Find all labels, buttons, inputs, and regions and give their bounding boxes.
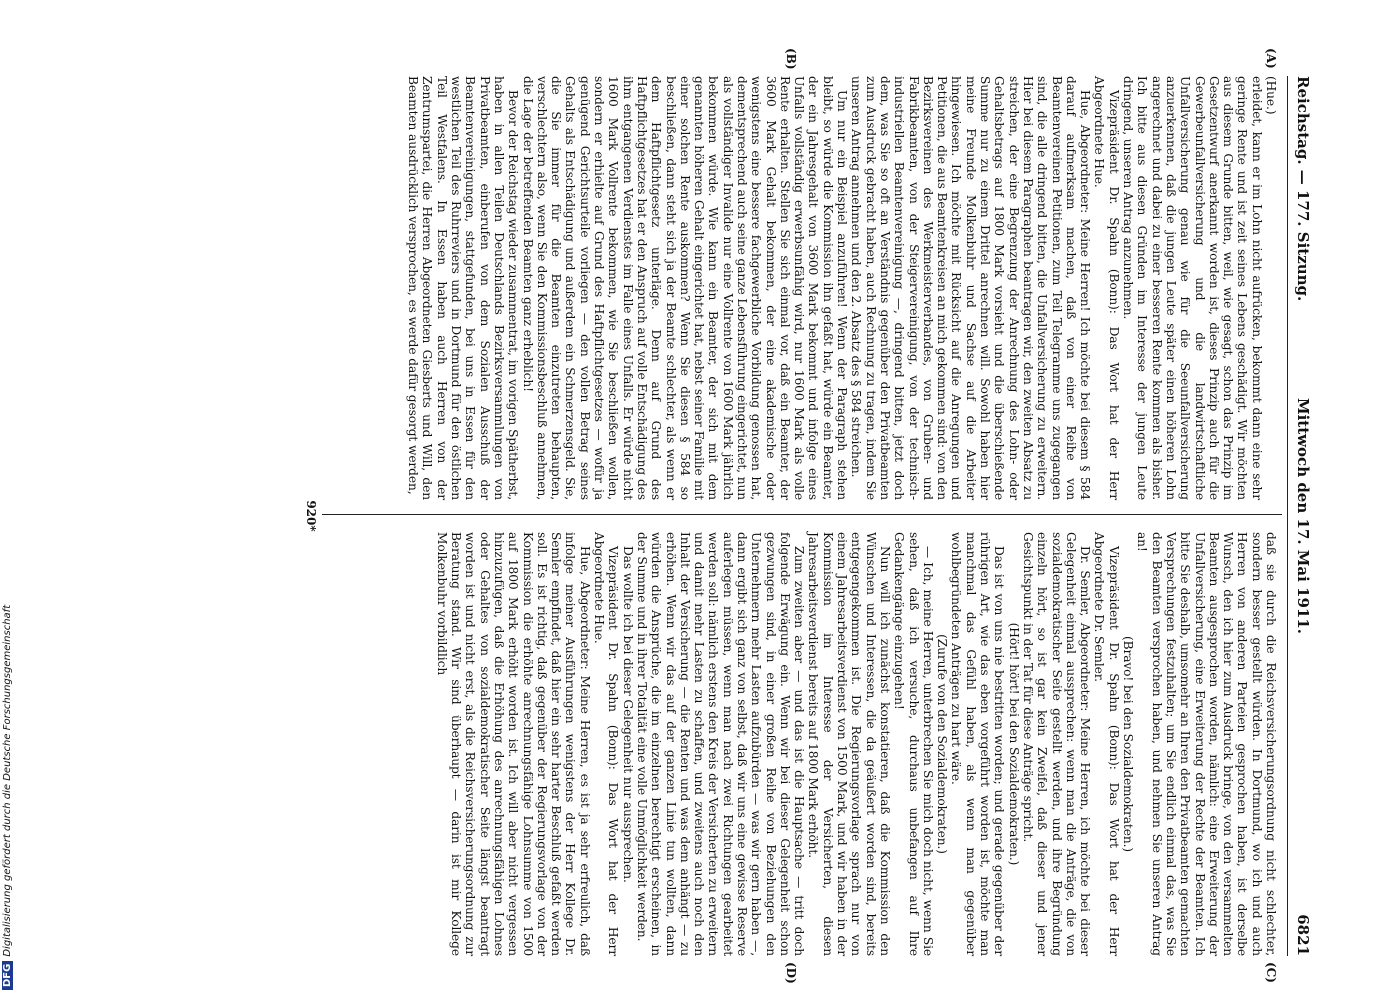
paragraph: Zum zweiten aber — und das ist die Hauptsache — tritt doch folgende Erwägung ein. Wenn wir bei dieser Gelegenheit schon gezwungen sind, in einer großen Reihe von Beziehungen den Unternehmern mehr Lasten aufzubürden — was wir gern haben —, dann ergibt sich ganz von selbst, daß wir uns eine gewisse Reserve auferlegen müssen, wenn man nach zwei Richtungen gearbeitet werden soll: nämlich erstens den Kreis der Versicherten zu erweitern und damit mehr Lasten zu schaffen, und zweitens auch noch den Inhalt der Versicherung — die Renten und was dem anhängt — zu erhöhen. Wenn wir das auf der ganzen Linie tun wollten, dann würden die Ansprüche, die im einzelnen berechtigt erscheinen, in der Summe und in ihrer Totalität eine volle Unmöglichkeit werden. [634,532,807,956]
header-page-number: 6821 [1294,914,1312,956]
left-column [406,76,1278,500]
header-date: Mittwoch den 17. Mai 1911. [1294,397,1312,635]
header-session: Reichstag. — 177. Sitzung. [1294,76,1312,302]
paragraph: — Ich, meine Herren, unterbrechen Sie mich doch nicht, wenn Sie sehen, daß ich versuche, durchaus unbefangen auf Ihre Gedankengänge einzugehen! [892,532,935,956]
margin-mark-a: (A) [1264,48,1278,69]
paragraph: Hue, Abgeordneter: Meine Herren! Ich möchte bei diesem § 584 darauf aufmerksam machen, daß von einer Reihe von Beamtenvereinen Petitionen, zum Teil Telegramme uns zugegangen sind, die alle dringend bitten, die Unfallversicherung zu erweitern. Hier bei diesem Paragraphen beantragen wir, den zweiten Absatz zu streichen, der eine Begrenzung der Anrechnung des Lohn- oder Gehaltsbetrags auf 1800 Mark vorsieht und die überschießende Summe nur zu einem Drittel anrechnen will. Sowohl haben hier meine Freunde Molkenbuhr und Sachse auf die Arbeiter hingewiesen. Ich möchte mit Rücksicht auf die Anregungen und Petitionen, die aus Beamtenkreisen an mich gekommen sind: von den Bezirksvereinen des Werkmeisterverbandes, von Gruben- und Fabrikbeamten, von der Steigervereinigung, von der technisch-industriellen Beamtenvereinigung —, dringend bitten, jetzt doch dem, was Sie so oft an Verständnis gegenüber den Privatbeamten zum Ausdruck gebracht haben, auch Rechnung zu tragen, indem Sie unseren Antrag annehmen und den 2. Absatz des § 584 streichen. [849,76,1093,500]
interjection: (Bravo! bei den Sozialdemokraten.) [1121,635,1136,853]
margin-mark-d: (D) [784,962,798,984]
page-footer-number: 920* [304,500,318,532]
margin-mark-c: (C) [1264,962,1278,983]
header-rule [1287,76,1288,956]
paragraph: Das wollte ich bei dieser Gelegenheit nur aussprechen. [620,546,635,883]
speaker-continuation: (Hue.) [1264,76,1278,115]
document-page [22,36,1318,996]
paragraph: erleidet, kann er im Lohn nicht aufrücken, bekommt dann eine sehr geringe Rente und ist zeit seines Lebens geschädigt. Wir möchten aus diesem Grunde bitten, weil, wie gesagt, schon das Prinzip im Gesetzentwurf anerkannt worden ist, dieses Prinzip auch für die Gewerbeunfallversicherung und die landwirtschaftliche Unfallversicherung genau wie für die Seeunfallversicherung anzuerkennen, daß die jungen Leute später einen höheren Lohn angerechnet und dabei zu einer besseren Rente kommen als bisher. Ich bitte aus diesen Gründen im Interesse der jungen Leute dringend, unseren Antrag anzunehmen. [1121,76,1264,500]
paragraph: Nun will ich zunächst konstatieren, daß die Kommission den Wünschen und Interessen, die da geäußert worden sind, bereits entgegengekommen ist. Die Regierungsvorlage sprach nur von einem Jahresarbeitsverdienst von 1500 Mark, und wir haben in der Kommission im Interesse der Versicherten, diesen Jahresarbeitsverdienst bereits auf 1800 Mark erhöht. [806,532,892,956]
paragraph: daß sie durch die Reichsversicherungsordnung nicht schlechter, sondern besser gestellt würden. In Dortmund, wo ich und auch Herren von anderen Parteien gesprochen haben, ist derselbe Wunsch, den ich hier zum Ausdruck bringe, von den versammelten Beamten ausgesprochen worden, nämlich: eine Erweiterung der Unfallversicherung, eine Erweiterung der Rechte der Beamten. Ich bitte Sie deshalb, umsomehr an Ihren den Privatbeamten gemachten Versprechungen festzuhalten; um Sie endlich einmal das, was Sie den Beamten versprochen haben, und nehmen Sie unseren Antrag an! [1135,532,1278,956]
credit-text: Digitalisierung gefördert durch die Deutsche Forschungsgemeinschaft [2,604,13,957]
interjection: (Zurufe von den Sozialdemokraten.) [935,634,950,854]
page-header [1286,76,1312,956]
margin-mark-b: (B) [784,48,798,70]
right-column [434,532,1278,956]
paragraph: Bevor der Reichstag wieder zusammentrat, im vorigen Spätherbst, haben in allen Teilen Deutschlands Bezirksversammlungen von Privatbeamten, einberufen von dem Sozialen Ausschuß der Beamtenvereinigungen, stattgefunden, bei uns in Essen für den westlichen Teil des Ruhrreviers und in Dortmund für den östlichen Teil Westfalens. In Essen haben auch Herren von der Zentrumspartei, die Herren Abgeordneten Giesberts und Will, den Beamten ausdrücklich versprochen, es werde dafür gesorgt werden, [406,76,521,500]
paragraph: Vizepräsident Dr. Spahn (Bonn): Das Wort hat der Herr Abgeordnete Hue. [592,532,621,956]
interjection: (Hört! hört! bei den Sozialdemokraten.) [1006,622,1021,866]
digitization-credit [2,600,22,990]
dfg-logo: DFG [2,961,13,990]
paragraph: Um nur ein Beispiel anzuführen! Wenn der Paragraph stehen bleibt, so würde die Kommission ihn gefaßt hat, würde ein Beamter, der ein Jahresgehalt von 3600 Mark bekommt und infolge eines Unfalls vollständig erwerbsunfähig wird, nur 1600 Mark als volle Rente erhalten. Stellen Sie sich einmal vor, daß ein Beamter, der 3600 Mark Gehalt bekommen, der eine akademische oder wenigstens eine bessere fachgewerbliche Vorbildung genossen hat, dementsprechend auch seine ganze Lebensführung eingerichtet, nun als vollständiger Invalide nur eine Vollrente von 1600 Mark jährlich bekommen würde. Wie kann ein Beamter, der sich mit dem genannten höheren Gehalt eingerichtet hat, nebst seiner Familie mit einer solchen Rente auskommen? Wenn Sie diesen § 584 so beschließen, dann steht sich ja der Beamte schlechter, als wenn er dem Haftpflichtgesetz unterläge. Denn auf Grund des Haftpflichtgesetzes hat er den Anspruch auf volle Entschädigung des ihm entgangenen Verdienstes im Falle eines Unfalls. Er würde nicht 1600 Mark Vollrente bekommen, wie Sie beschließen wollen, sondern er erhielte auf Grund des Haftpflichtgesetzes — wofür ja genügend Gerichtsurteile vorliegen — den vollen Betrag seines Gehalts als Entschädigung und außerdem ein Schmerzensgeld. Sie, die Sie immer für die Beamten einzutreten behaupten, verschlechtern also, wenn Sie den Kommissionsbeschluß annehmen, die Lage der betreffenden Beamten ganz erheblich! [520,76,850,500]
column-rule [322,514,1282,515]
paragraph: Vizepräsident Dr. Spahn (Bonn): Das Wort hat der Herr Abgeordnete Hue. [1092,76,1121,500]
paragraph: Vizepräsident Dr. Spahn (Bonn): Das Wort hat der Herr Abgeordnete Dr. Semler. [1092,532,1121,956]
paragraph: Hue, Abgeordneter: Meine Herren, es ist ja sehr erfreulich, daß infolge meiner Ausführungen wenigstens der Herr Kollege Dr. Semler empfindet, daß hier ein sehr harter Beschluß gefaßt werden soll. Es ist richtig, daß gegenüber der Regierungsvorlage von der Kommission die erhöhte anrechnungsfähige Lohnsumme von 1500 auf 1800 Mark erhöht worden ist. Ich will aber nicht vergessen hinzuzufügen, daß die Erhöhung des anrechnungsfähigen Lohnes oder Gehaltes von sozialdemokratischer Seite längst beantragt worden ist und nicht erst, als die Reichsversicherungsordnung zur Beratung stand. Wir sind überhaupt — darin ist mir Kollege Molkenbuhr vorbildlich [434,532,592,956]
paragraph: Das ist von uns nie bestritten worden; und gerade gegenüber der rührigen Art, wie das eben vorgeführt worden ist, möchte man manchmal das Gefühl haben, als wenn man gegenüber wohlbegründeten Anträgen zu hart wäre. [949,532,1007,956]
paragraph: Dr. Semler, Abgeordneter: Meine Herren, ich möchte bei dieser Gelegenheit einmal aussprechen: wenn man die Anträge, die von sozialdemokratischer Seite gestellt werden, und ihre Begründung einzeln hört, so ist gar kein Zweifel, daß dieser und jener Gesichtspunkt in der Tat für diese Anträge spricht. [1020,532,1093,956]
